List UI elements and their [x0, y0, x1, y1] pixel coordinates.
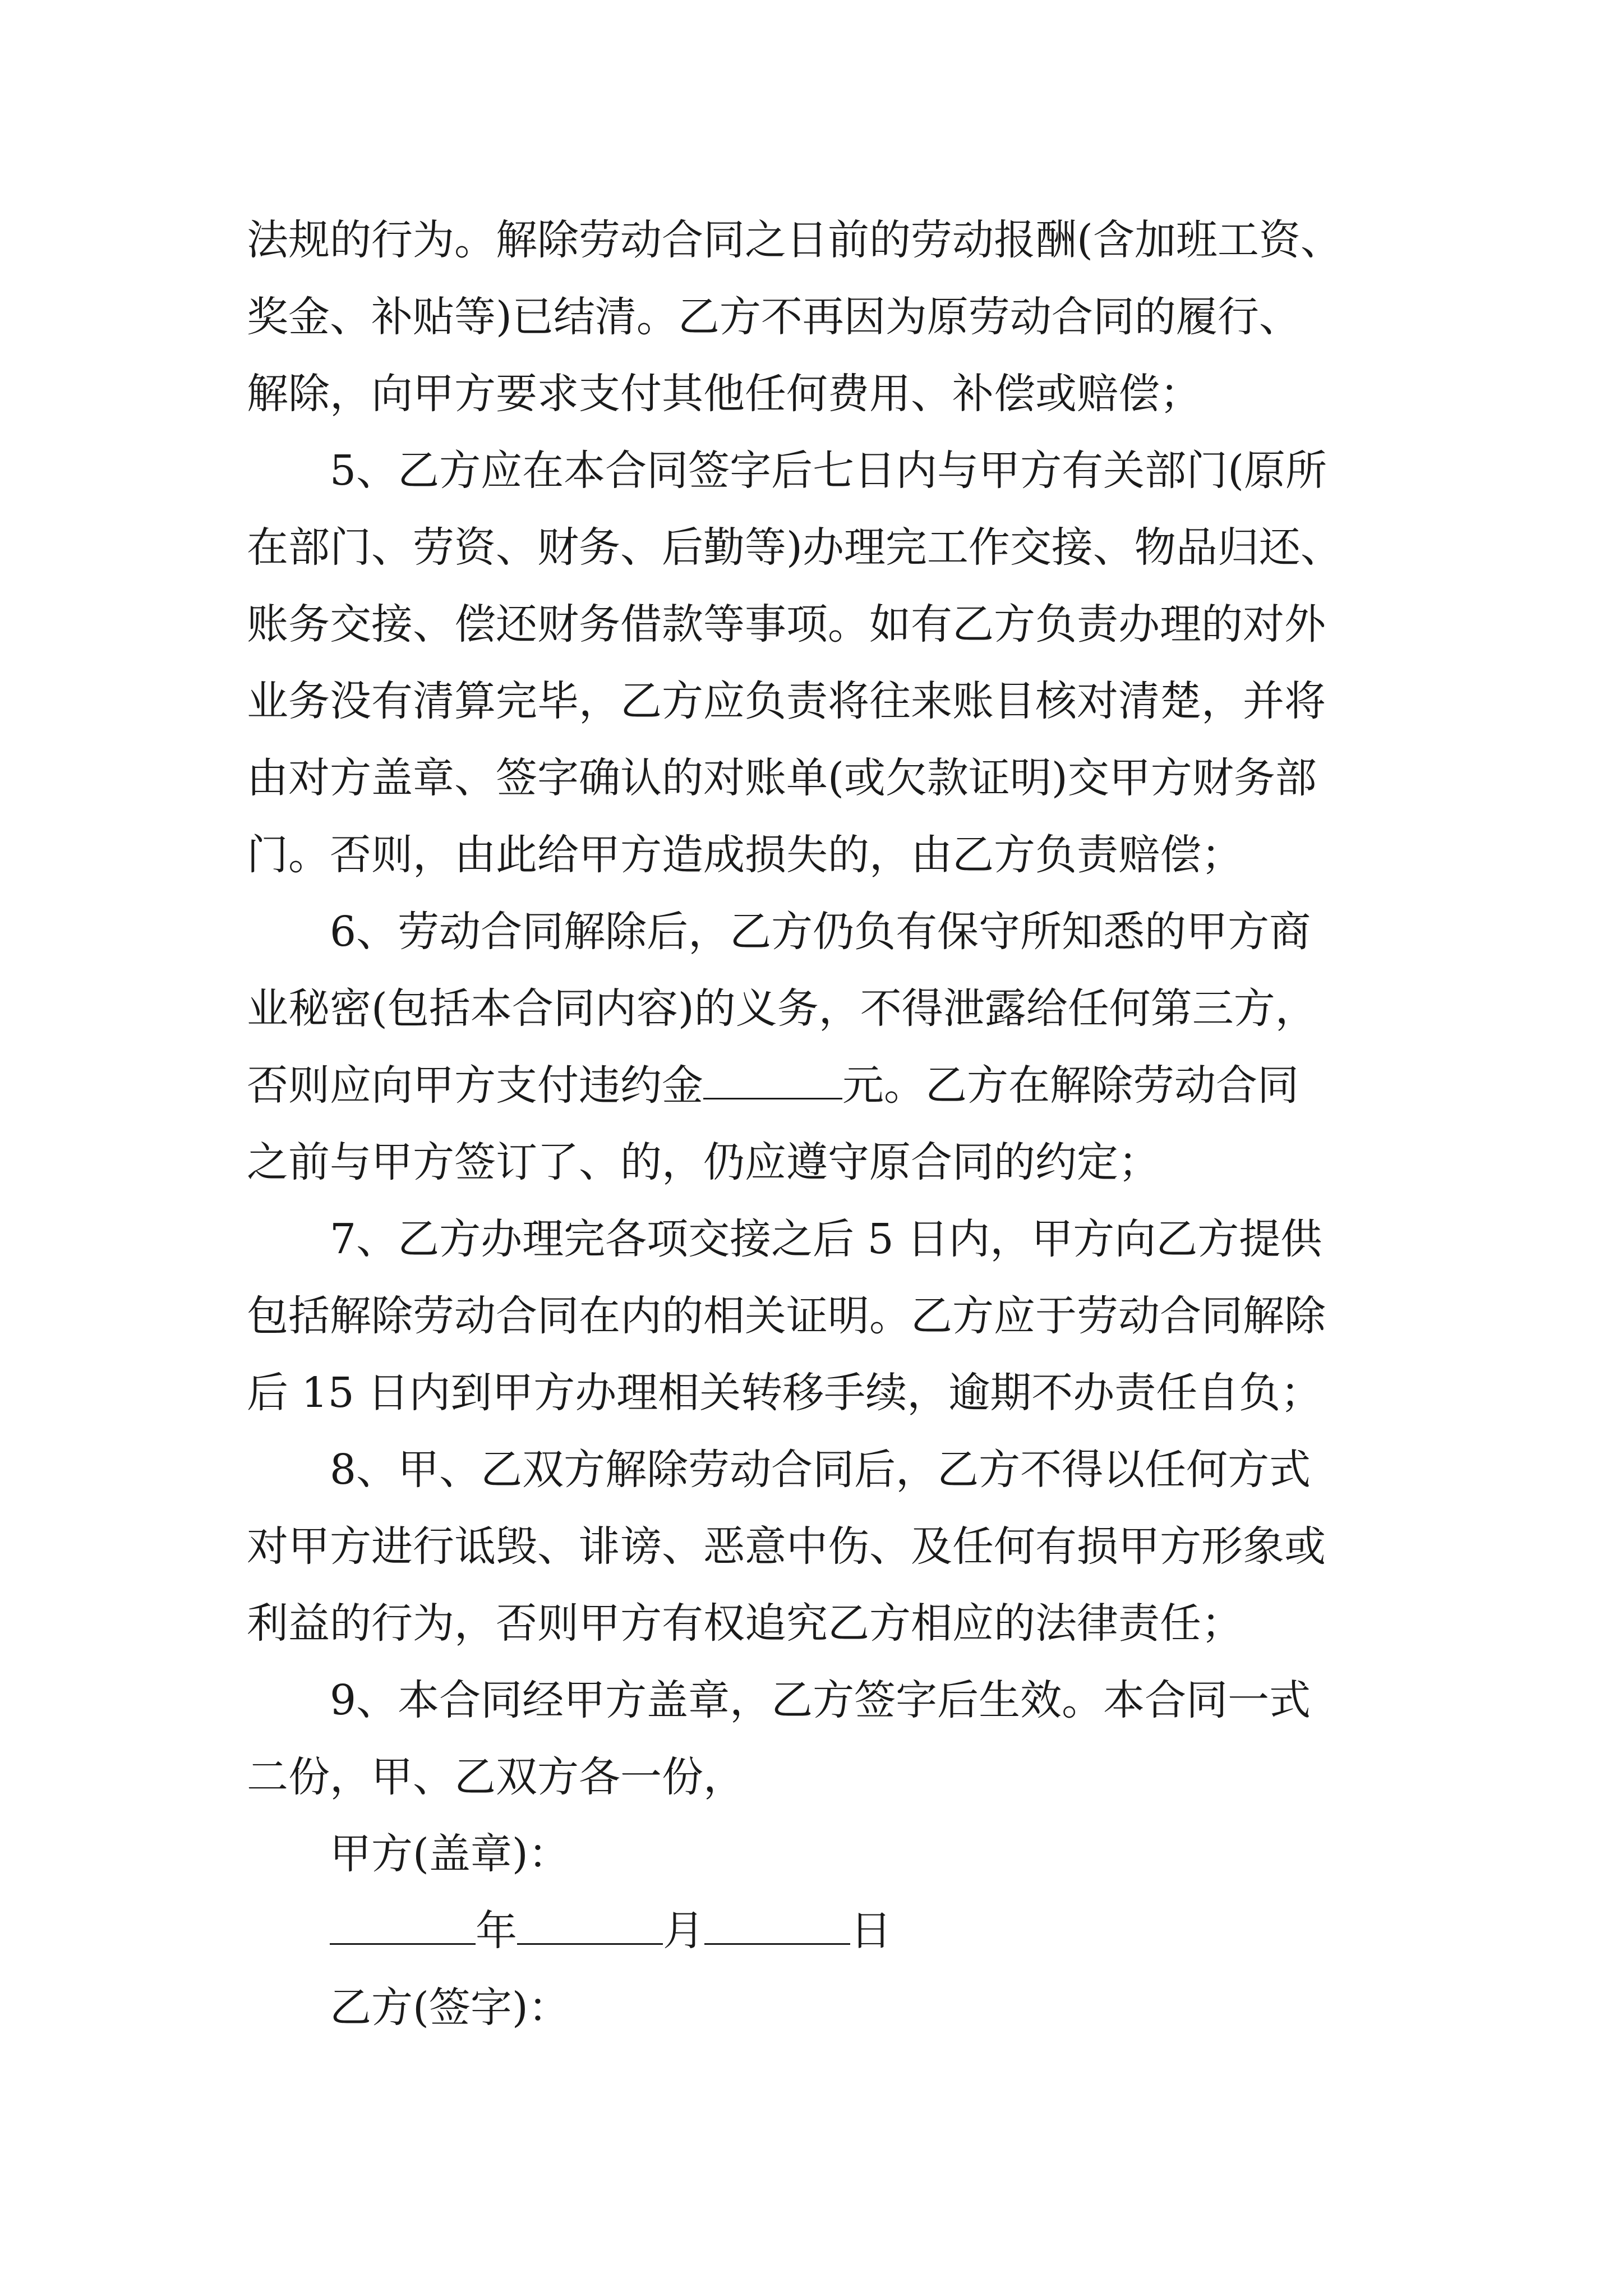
text-line: 在部门、劳资、财务、后勤等)办理完工作交接、物品归还、	[247, 523, 1342, 572]
text-line: 包括解除劳动合同在内的相关证明。乙方应于劳动合同解除	[247, 1292, 1326, 1340]
text-line: 奖金、补贴等)已结清。乙方不再因为原劳动合同的履行、	[247, 293, 1301, 341]
year-label: 年	[476, 1907, 517, 1955]
text-line-with-blank	[247, 1047, 1396, 1124]
text-line: 7、乙方办理完各项交接之后 5 日内，甲方向乙方提供	[330, 1215, 1322, 1263]
party-a-seal-label: 甲方(盖章)：	[330, 1830, 570, 1878]
month-label: 月	[663, 1907, 704, 1955]
date-line	[247, 1893, 1396, 1970]
text-line: 9、本合同经甲方盖章，乙方签字后生效。本合同一式	[330, 1676, 1311, 1724]
text-line: 法规的行为。解除劳动合同之日前的劳动报酬(含加班工资、	[247, 216, 1342, 264]
text-line: 业务没有清算完毕，乙方应负责将往来账目核对清楚，并将	[247, 677, 1326, 725]
text-line: 账务交接、偿还财务借款等事项。如有乙方负责办理的对外	[247, 600, 1326, 648]
paragraph-6	[247, 894, 1396, 1201]
paragraph-7	[247, 1201, 1396, 1432]
text-line: 二份，甲、乙双方各一份，	[247, 1753, 745, 1801]
paragraph-4-continued	[247, 202, 1396, 432]
text-line: 业秘密(包括本合同内容)的义务，不得泄露给任何第三方，	[247, 984, 1317, 1033]
text-line: 6、劳动合同解除后，乙方仍负有保守所知悉的甲方商	[330, 908, 1311, 956]
text-line: 8、甲、乙双方解除劳动合同后，乙方不得以任何方式	[330, 1446, 1311, 1494]
text-line: 门。否则，由此给甲方造成损失的，由乙方负责赔偿；	[247, 831, 1243, 879]
paragraph-9	[247, 1662, 1396, 1816]
text-line: 5、乙方应在本合同签字后七日内与甲方有关部门(原所	[330, 447, 1327, 495]
document-page	[247, 202, 1396, 2046]
text-line: 对甲方进行诋毁、诽谤、恶意中伤、及任何有损甲方形象或	[247, 1522, 1326, 1571]
text-line: 解除，向甲方要求支付其他任何费用、补偿或赔偿；	[247, 370, 1201, 418]
text-segment: 元。乙方在解除劳动合同	[842, 1061, 1299, 1110]
party-b-signature-label: 乙方(签字)：	[330, 1984, 570, 2032]
text-line: 利益的行为，否则甲方有权追究乙方相应的法律责任；	[247, 1599, 1243, 1648]
text-line: 由对方盖章、签字确认的对账单(或欠款证明)交甲方财务部	[247, 754, 1317, 802]
year-blank	[330, 1908, 476, 1945]
penalty-amount-blank	[703, 1063, 842, 1099]
day-label: 日	[850, 1907, 892, 1955]
signature-block	[247, 1816, 1396, 2046]
day-blank	[704, 1908, 850, 1945]
text-line: 之前与甲方签订了、的，仍应遵守原合同的约定；	[247, 1138, 1160, 1186]
paragraph-5	[247, 432, 1396, 894]
paragraph-8	[247, 1432, 1396, 1662]
text-line: 后 15 日内到甲方办理相关转移手续，逾期不办责任自负；	[247, 1369, 1322, 1417]
month-blank	[517, 1908, 663, 1945]
text-segment: 否则应向甲方支付违约金	[247, 1061, 703, 1110]
